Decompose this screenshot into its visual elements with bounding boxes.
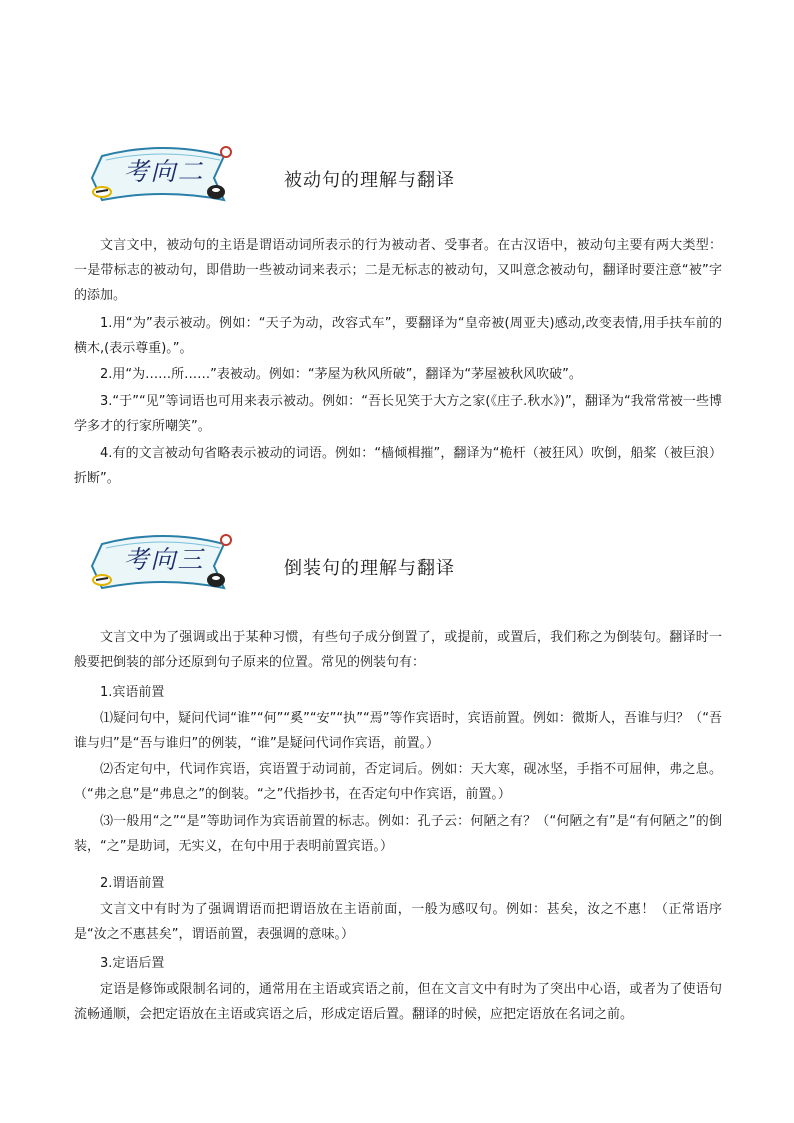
- section-header-3: [88, 532, 728, 602]
- badge-label: 考向二: [123, 157, 205, 186]
- section-header-2: [88, 144, 728, 214]
- inversion-predicate: 文言文中有时为了强调谓语而把谓语放在主语前面，一般为感叹句。例如：甚矣，汝之不惠！（正常语序是“汝之不惠甚矣”，谓语前置，表强调的意味。）: [74, 902, 722, 942]
- badge-label: 考向三: [123, 545, 205, 574]
- section-title: 被动句的理解与翻译: [284, 170, 455, 191]
- section-title: 倒装句的理解与翻译: [284, 558, 455, 579]
- inversion-attributive: 定语是修饰或限制名词的，通常用在主语或宾语之前，但在文言文中有时为了突出中心语，或者为了使语句流畅通顺，会把定语放在主语或宾语之后，形成定语后置。翻译的时候，应把定语放在名词之前。: [74, 982, 722, 1022]
- passive-intro: 文言文中，被动句的主语是谓语动词所表示的行为被动者、受事者。在古汉语中，被动句主要有两大类型：一是带标志的被动句，即借助一些被动词来表示；二是无标志的被动句，又叫意念被动句，翻译时要注意“被”字的添加。: [74, 238, 722, 303]
- inversion-case-1: ⑴疑问句中，疑问代词“谁”“何”“奚”“安”“执”“焉”等作宾语时，宾语前置。例如：微斯人，吾谁与归？（“吾谁与归”是“吾与谁归”的例装，“谁”是疑问代词作宾语，前置。）: [74, 711, 722, 751]
- inversion-heading-3: 3.定语后置: [100, 956, 165, 971]
- inversion-case-2: ⑵否定句中，代词作宾语，宾语置于动词前，否定词后。例如：天大寒，砚冰坚，手指不可屈伸，弗之息。（“弗之息”是“弗息之”的倒装。“之”代指抄书，在否定句中作宾语，前置。）: [74, 762, 722, 802]
- section-badge: [88, 532, 238, 598]
- inversion-intro: 文言文中为了强调或出于某种习惯，有些句子成分倒置了，或提前，或置后，我们称之为倒装句。翻译时一般要把倒装的部分还原到句子原来的位置。常见的例装句有：: [74, 630, 722, 670]
- inversion-heading-2: 2.谓语前置: [100, 876, 165, 891]
- passive-point-1: 1.用“为”表示被动。例如：“天子为动，改容式车”，要翻译为“皇帝被(周亚夫)感动,改变表情,用手扶车前的横木,(表示尊重)。”。: [74, 316, 722, 356]
- passive-point-4: 4.有的文言被动句省略表示被动的词语。例如：“樯倾楫摧”，翻译为“桅杆（被狂风）吹倒，船桨（被巨浪）折断”。: [74, 446, 722, 486]
- passive-point-3: 3.“于”“见”等词语也可用来表示被动。例如：“吾长见笑于大方之家(《庄子.秋水》)”，翻译为“我常常被一些博学多才的行家所嘲笑”。: [74, 394, 722, 434]
- inversion-heading-1: 1.宾语前置: [100, 685, 165, 700]
- section-badge: [88, 144, 238, 210]
- inversion-case-3: ⑶一般用“之”“是”等助词作为宾语前置的标志。例如：孔子云：何陋之有？（“何陋之有”是“有何陋之”的倒装，“之”是助词，无实义，在句中用于表明前置宾语。）: [74, 814, 722, 854]
- passive-point-2: 2.用“为……所……”表被动。例如：“茅屋为秋风所破”，翻译为“茅屋被秋风吹破”。: [100, 367, 582, 382]
